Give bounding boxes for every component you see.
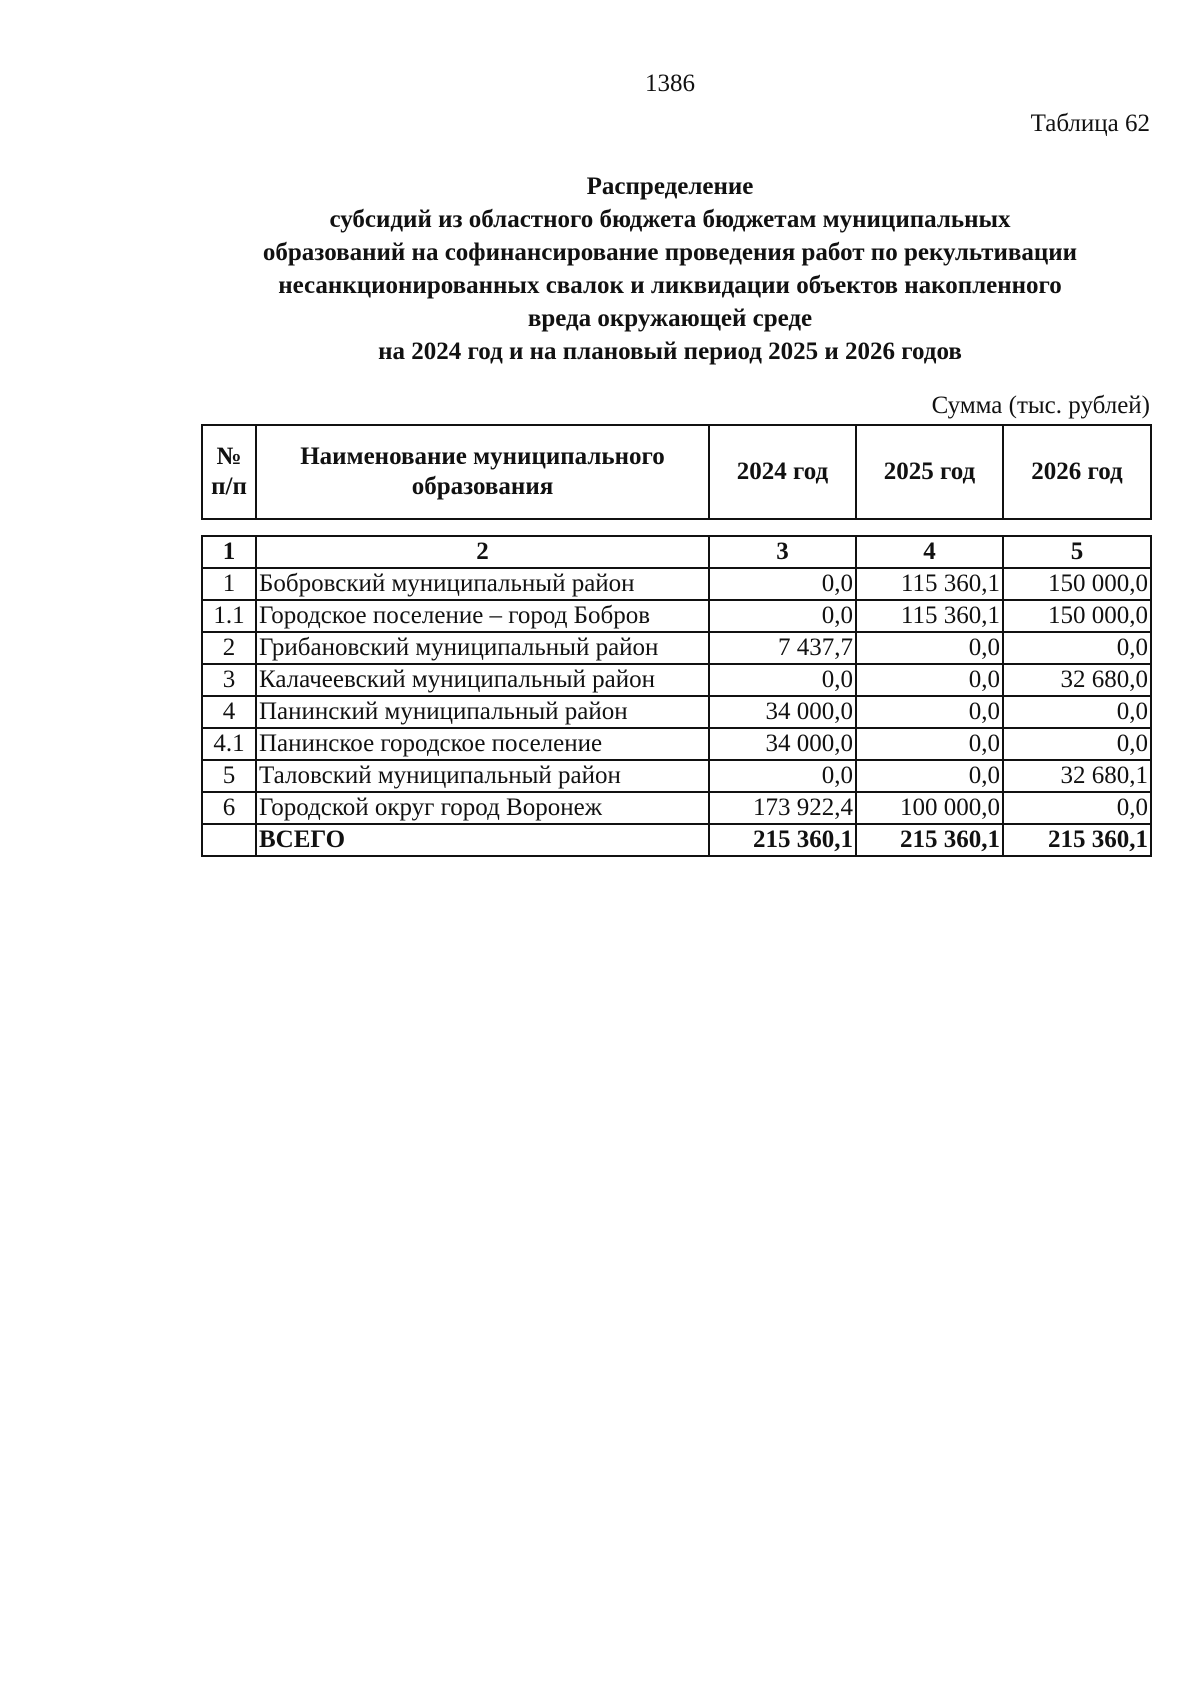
table-header bbox=[201, 424, 1152, 520]
column-number: 1 bbox=[202, 536, 256, 568]
row-2024: 0,0 bbox=[709, 760, 856, 792]
row-name: Городской округ город Воронеж bbox=[256, 792, 709, 824]
row-2025: 115 360,1 bbox=[856, 568, 1003, 600]
row-name: Городское поселение – город Бобров bbox=[256, 600, 709, 632]
row-num: 6 bbox=[202, 792, 256, 824]
header-2025: 2025 год bbox=[856, 425, 1003, 519]
title-line: Распределение bbox=[586, 173, 754, 200]
table-row bbox=[202, 632, 1151, 664]
header-2026: 2026 год bbox=[1003, 425, 1151, 519]
row-2024: 34 000,0 bbox=[709, 728, 856, 760]
header-name: Наименование муниципального образования bbox=[256, 425, 709, 519]
row-name: Панинский муниципальный район bbox=[256, 696, 709, 728]
row-2026: 150 000,0 bbox=[1003, 600, 1151, 632]
row-2026: 150 000,0 bbox=[1003, 568, 1151, 600]
column-number-row bbox=[202, 536, 1151, 568]
row-2026: 0,0 bbox=[1003, 792, 1151, 824]
total-label: ВСЕГО bbox=[256, 824, 709, 856]
table-row bbox=[202, 568, 1151, 600]
title-line: несанкционированных свалок и ликвидации объектов накопленного bbox=[278, 272, 1062, 299]
row-name: Бобровский муниципальный район bbox=[256, 568, 709, 600]
row-num: 4 bbox=[202, 696, 256, 728]
row-2025: 115 360,1 bbox=[856, 600, 1003, 632]
row-num: 4.1 bbox=[202, 728, 256, 760]
row-2026: 0,0 bbox=[1003, 632, 1151, 664]
title-line: субсидий из областного бюджета бюджетам муниципальных bbox=[329, 206, 1011, 233]
row-2025: 100 000,0 bbox=[856, 792, 1003, 824]
header-num: № п/п bbox=[202, 425, 256, 519]
total-num bbox=[202, 824, 256, 856]
table-row bbox=[202, 792, 1151, 824]
row-2026: 32 680,0 bbox=[1003, 664, 1151, 696]
row-num: 3 bbox=[202, 664, 256, 696]
header-row bbox=[202, 425, 1151, 519]
row-2024: 7 437,7 bbox=[709, 632, 856, 664]
row-2025: 0,0 bbox=[856, 632, 1003, 664]
table-row bbox=[202, 760, 1151, 792]
table-label: Таблица 62 bbox=[1030, 110, 1150, 137]
row-2025: 0,0 bbox=[856, 728, 1003, 760]
row-2024: 0,0 bbox=[709, 664, 856, 696]
table-row bbox=[202, 696, 1151, 728]
row-2025: 0,0 bbox=[856, 696, 1003, 728]
row-num: 2 bbox=[202, 632, 256, 664]
row-num: 1 bbox=[202, 568, 256, 600]
column-number: 5 bbox=[1003, 536, 1151, 568]
row-2026: 0,0 bbox=[1003, 696, 1151, 728]
title-line: на 2024 год и на плановый период 2025 и 2026 годов bbox=[378, 338, 962, 365]
table-row bbox=[202, 728, 1151, 760]
row-2024: 34 000,0 bbox=[709, 696, 856, 728]
row-name: Грибановский муниципальный район bbox=[256, 632, 709, 664]
units-label: Сумма (тыс. рублей) bbox=[931, 392, 1150, 419]
page-number: 1386 bbox=[645, 70, 695, 97]
data-table bbox=[201, 535, 1152, 857]
row-2026: 0,0 bbox=[1003, 728, 1151, 760]
column-number: 4 bbox=[856, 536, 1003, 568]
title-line: вреда окружающей среде bbox=[527, 305, 813, 332]
total-2026: 215 360,1 bbox=[1003, 824, 1151, 856]
row-name: Панинское городское поселение bbox=[256, 728, 709, 760]
table-row bbox=[202, 600, 1151, 632]
row-2024: 173 922,4 bbox=[709, 792, 856, 824]
column-number: 3 bbox=[709, 536, 856, 568]
title-line: образований на софинансирование проведения работ по рекультивации bbox=[262, 239, 1078, 266]
row-num: 1.1 bbox=[202, 600, 256, 632]
row-2026: 32 680,1 bbox=[1003, 760, 1151, 792]
table-row bbox=[202, 664, 1151, 696]
document-title bbox=[200, 170, 1140, 368]
row-2024: 0,0 bbox=[709, 568, 856, 600]
total-2025: 215 360,1 bbox=[856, 824, 1003, 856]
row-2025: 0,0 bbox=[856, 760, 1003, 792]
column-number: 2 bbox=[256, 536, 709, 568]
total-row bbox=[202, 824, 1151, 856]
row-2024: 0,0 bbox=[709, 600, 856, 632]
row-2025: 0,0 bbox=[856, 664, 1003, 696]
row-name: Таловский муниципальный район bbox=[256, 760, 709, 792]
header-2024: 2024 год bbox=[709, 425, 856, 519]
total-2024: 215 360,1 bbox=[709, 824, 856, 856]
row-name: Калачеевский муниципальный район bbox=[256, 664, 709, 696]
row-num: 5 bbox=[202, 760, 256, 792]
